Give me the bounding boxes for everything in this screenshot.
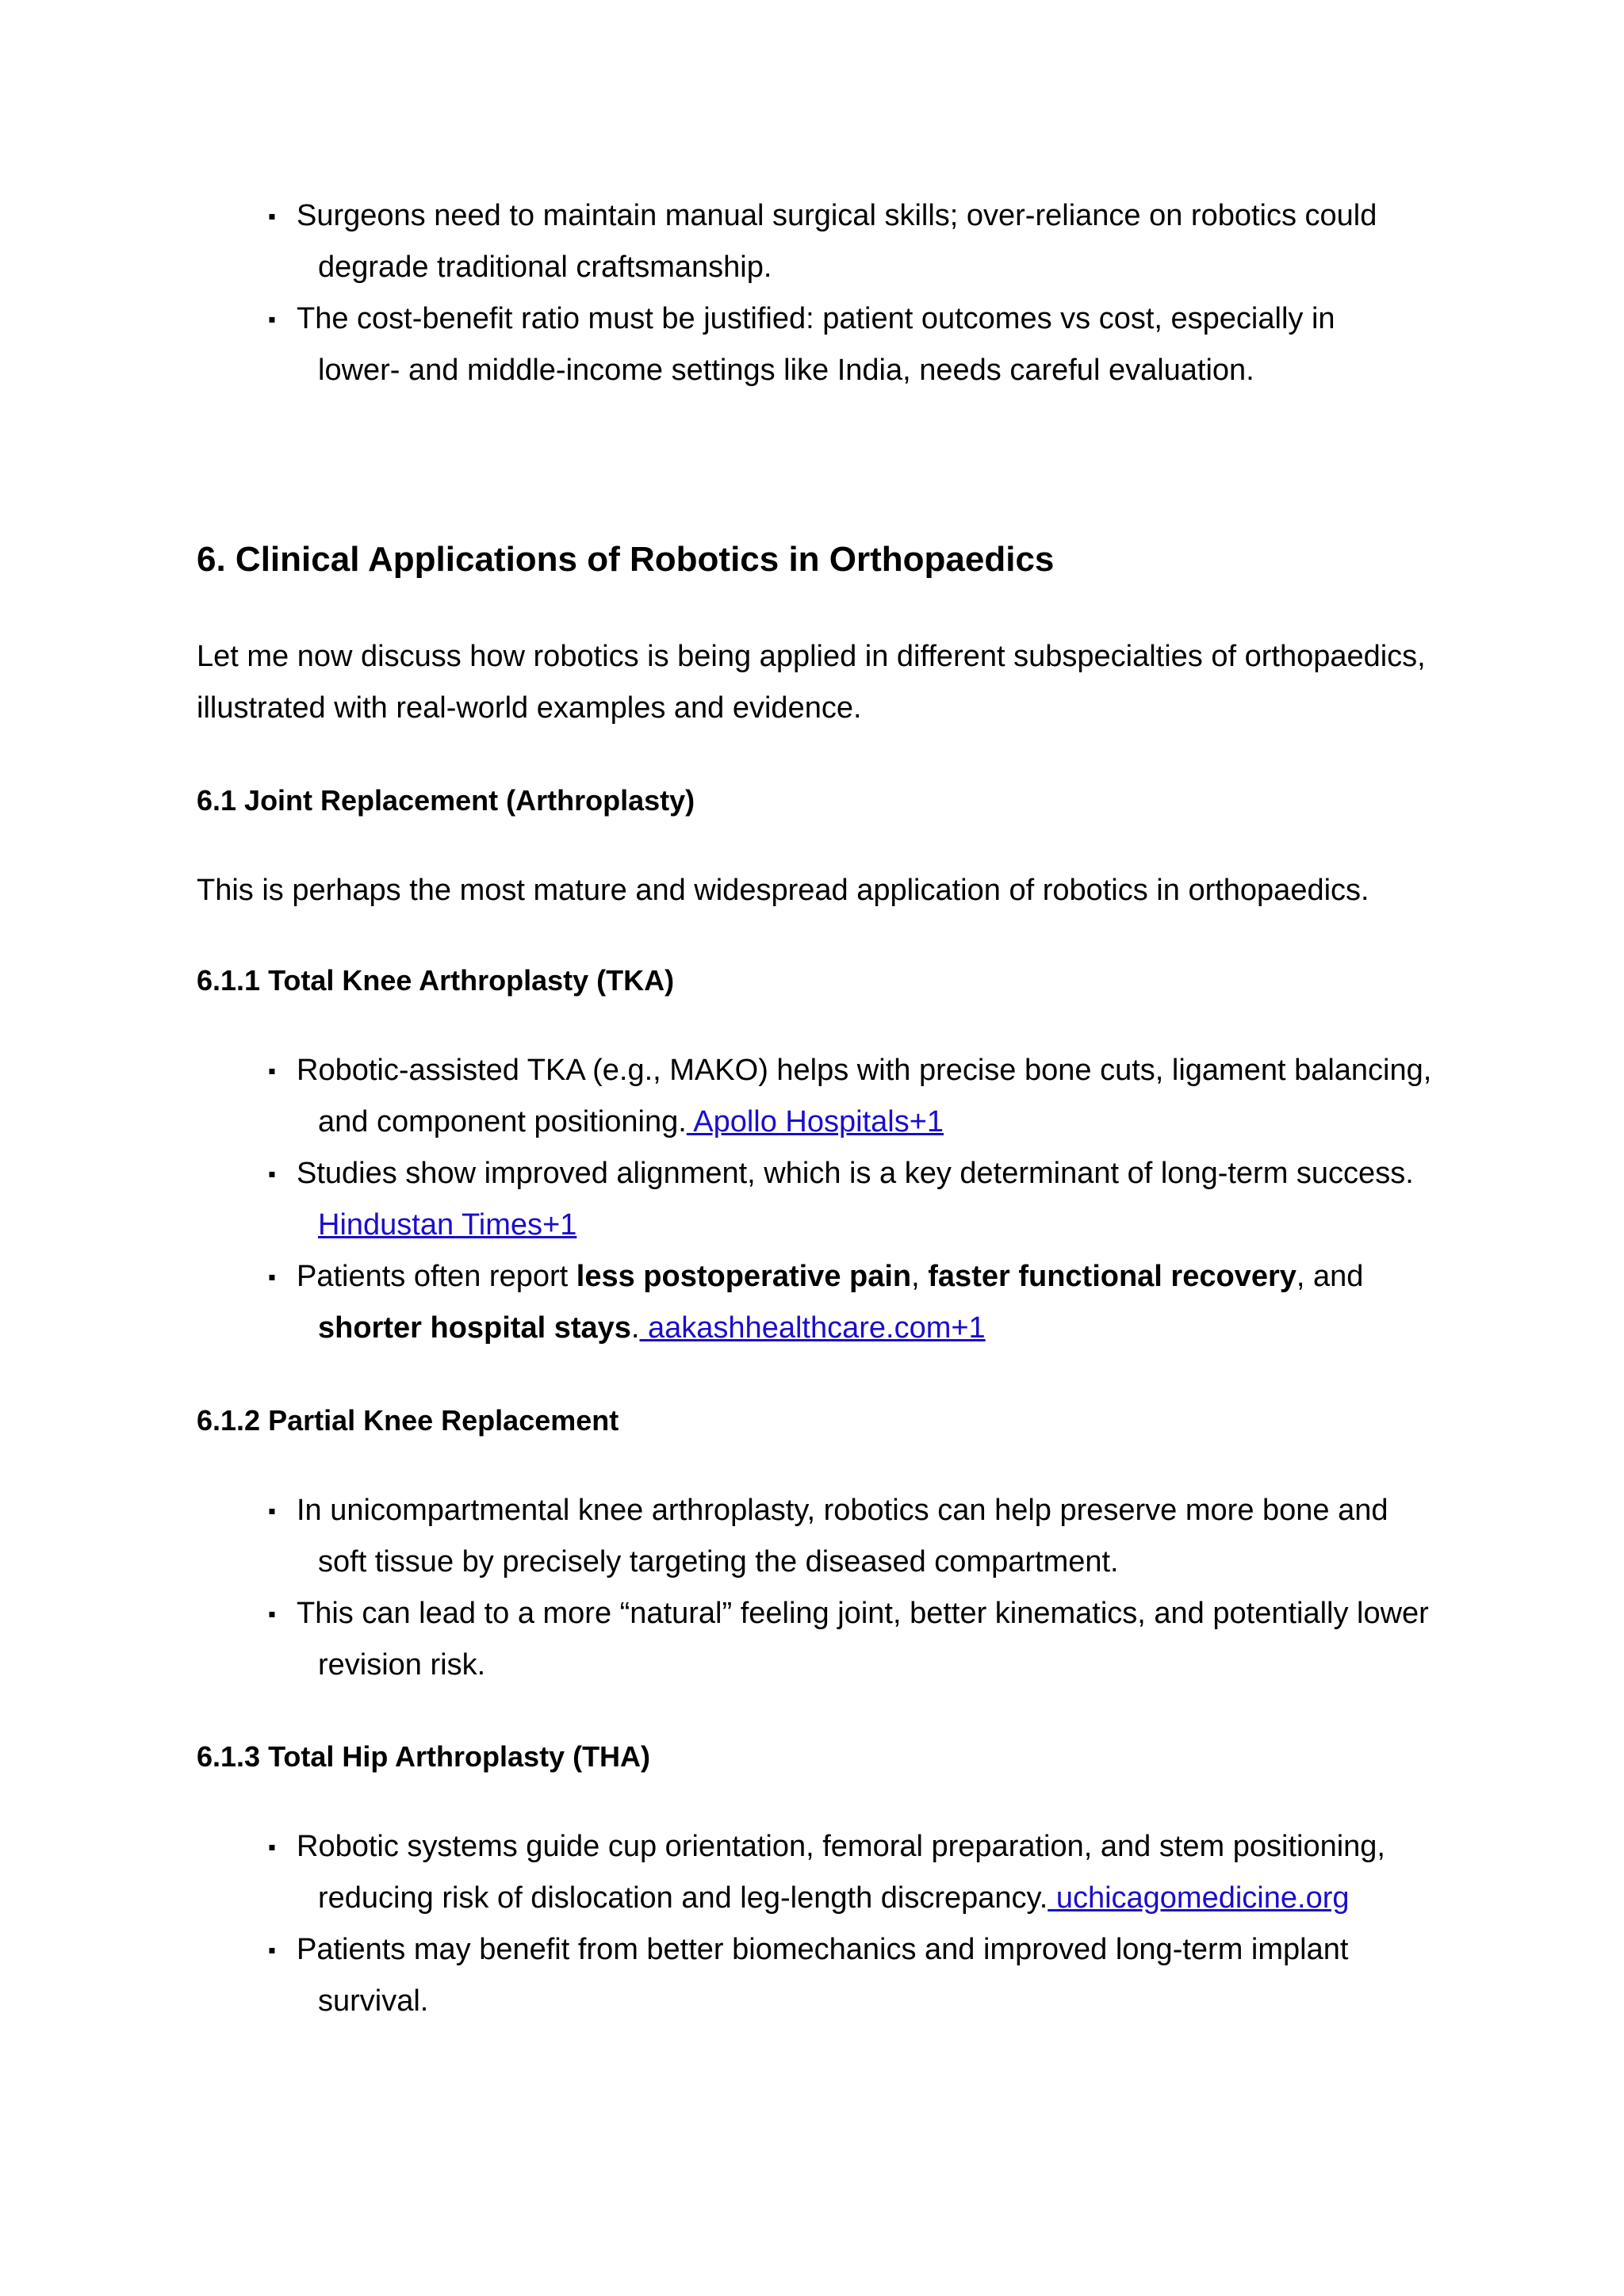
hindustan-times-link[interactable]: Hindustan Times+1 bbox=[318, 1208, 577, 1242]
bullet-text: The cost-benefit ratio must be justified: patient outcomes vs cost, especially in bbox=[297, 302, 1335, 335]
intro-line-1: Let me now discuss how robotics is being applied in different subspecialties of orthopaedics, bbox=[197, 640, 1426, 673]
list-item bbox=[268, 1924, 1457, 2027]
bold-phrase-pain: less postoperative pain bbox=[576, 1260, 912, 1293]
bullet-text-prefix: Patients often report bbox=[297, 1260, 576, 1293]
bullet-marker: ▪ bbox=[268, 1835, 276, 1859]
conjunction: , and bbox=[1296, 1260, 1364, 1293]
period: . bbox=[630, 1311, 640, 1345]
section-6-intro bbox=[197, 631, 1465, 734]
bold-phrase-stays: shorter hospital stays bbox=[318, 1311, 631, 1345]
bullet-text: Robotic-assisted TKA (e.g., MAKO) helps with precise bone cuts, ligament balancing, bbox=[297, 1054, 1432, 1087]
bullet-text-continued bbox=[297, 1200, 1457, 1251]
bullet-text: This can lead to a more “natural” feeling joint, better kinematics, and potentially lower bbox=[297, 1597, 1429, 1630]
list-item bbox=[268, 1148, 1457, 1251]
bullet-marker: ▪ bbox=[268, 1161, 276, 1186]
bullet-marker: ▪ bbox=[268, 1498, 276, 1523]
bullet-text: Studies show improved alignment, which is a key determinant of long-term success. bbox=[297, 1157, 1414, 1190]
bold-phrase-recovery: faster functional recovery bbox=[928, 1260, 1297, 1293]
tha-bullet-list bbox=[268, 1821, 1457, 2027]
section-6-1-title: 6.1 Joint Replacement (Arthroplasty) bbox=[197, 784, 695, 817]
bullet-text: In unicompartmental knee arthroplasty, robotics can help preserve more bone and bbox=[297, 1494, 1388, 1527]
section-6-1-3-title: 6.1.3 Total Hip Arthroplasty (THA) bbox=[197, 1740, 651, 1773]
bullet-text: Surgeons need to maintain manual surgical skills; over-reliance on robotics could bbox=[297, 199, 1377, 232]
bullet-text-continued: soft tissue by precisely targeting the diseased compartment. bbox=[318, 1545, 1119, 1578]
tka-bullet-list bbox=[268, 1045, 1457, 1354]
bullet-text-continued: lower- and middle-income settings like India, needs careful evaluation. bbox=[318, 354, 1254, 387]
list-item bbox=[268, 1588, 1457, 1691]
bullet-marker: ▪ bbox=[268, 1265, 276, 1289]
bullet-marker: ▪ bbox=[268, 307, 276, 331]
uchicagomedicine-link[interactable]: uchicagomedicine.org bbox=[1048, 1881, 1350, 1915]
bullet-text-continued: survival. bbox=[318, 1984, 429, 2018]
bullet-text-continued bbox=[297, 1873, 1457, 1924]
section-6-1-2-title: 6.1.2 Partial Knee Replacement bbox=[197, 1404, 619, 1437]
bullet-text-continued: revision risk. bbox=[318, 1648, 486, 1682]
section-6-1-intro: This is perhaps the most mature and widespread application of robotics in orthopaedics. bbox=[197, 874, 1369, 907]
bullet-text-continued bbox=[297, 1303, 1457, 1354]
aakashhealthcare-link[interactable]: aakashhealthcare.com+1 bbox=[639, 1311, 986, 1345]
intro-line-2: illustrated with real-world examples and evidence. bbox=[197, 691, 862, 725]
apollo-hospitals-link[interactable]: Apollo Hospitals+1 bbox=[686, 1105, 944, 1138]
bullet-text: Patients may benefit from better biomechanics and improved long-term implant bbox=[297, 1933, 1349, 1966]
list-item bbox=[268, 190, 1457, 293]
bullet-text-line2: reducing risk of dislocation and leg-length discrepancy. bbox=[318, 1881, 1048, 1915]
partial-knee-bullet-list bbox=[268, 1485, 1457, 1691]
bullet-text: Robotic systems guide cup orientation, femoral preparation, and stem positioning, bbox=[297, 1830, 1385, 1863]
list-item bbox=[268, 1485, 1457, 1588]
bullet-marker: ▪ bbox=[268, 1058, 276, 1083]
list-item bbox=[268, 1045, 1457, 1148]
section-6-1-1-title: 6.1.1 Total Knee Arthroplasty (TKA) bbox=[197, 964, 675, 997]
list-item bbox=[268, 1251, 1457, 1354]
section-6-title: 6. Clinical Applications of Robotics in Orthopaedics bbox=[197, 540, 1055, 579]
bullet-marker: ▪ bbox=[268, 1938, 276, 1962]
bullet-text-line2: and component positioning. bbox=[318, 1105, 687, 1138]
separator: , bbox=[911, 1260, 929, 1293]
list-item bbox=[268, 293, 1457, 396]
bullet-text-continued: degrade traditional craftsmanship. bbox=[318, 251, 772, 284]
bullet-text-continued bbox=[297, 1096, 1457, 1148]
bullet-marker: ▪ bbox=[268, 1601, 276, 1626]
list-item bbox=[268, 1821, 1457, 1924]
bullet-marker: ▪ bbox=[268, 204, 276, 228]
top-bullet-list bbox=[268, 190, 1457, 396]
